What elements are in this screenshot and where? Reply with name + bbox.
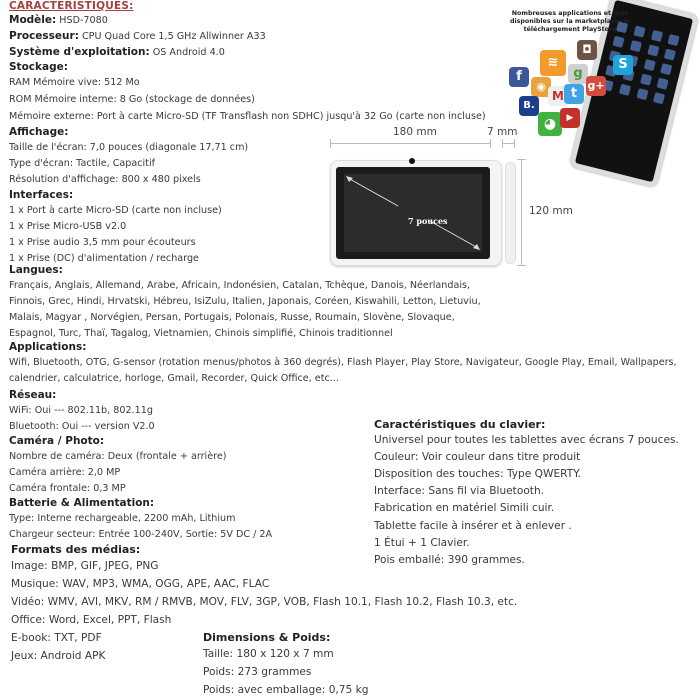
heading-storage: Stockage: xyxy=(9,61,68,73)
heading-languages: Langues: xyxy=(9,264,63,276)
keyboard-line: Pois emballé: 390 grammes. xyxy=(374,554,525,566)
heading-applications: Applications: xyxy=(9,341,87,353)
battery-line: Chargeur secteur: Entrée 100-240V, Sortie: 5V DC / 2A xyxy=(9,529,273,540)
applications-line: calendrier, calculatrice, horloge, Gmail, Recorder, Quick Office, etc... xyxy=(9,373,339,384)
media-line: Image: BMP, GIF, JPEG, PNG xyxy=(11,560,159,572)
display-line: Taille de l'écran: 7,0 pouces (diagonale 17,71 cm) xyxy=(9,142,249,153)
heading-dimensions: Dimensions & Poids: xyxy=(203,631,331,644)
languages-line: Finnois, Grec, Hindi, Hrvatski, Hébreu, IsiZulu, Italien, Japonais, Coréen, Kiswahili, Letton, Lietuviu, xyxy=(9,296,481,307)
width-label: 180 mm xyxy=(393,126,437,138)
heading-battery: Batterie & Alimentation: xyxy=(9,497,155,509)
network-line: Bluetooth: Oui --- version V2.0 xyxy=(9,421,155,432)
spec-os xyxy=(9,46,225,59)
width-dimension-line xyxy=(330,143,490,144)
google-icon: g xyxy=(568,64,588,84)
promo-image xyxy=(494,0,700,172)
google-plus-icon: g+ xyxy=(586,76,606,96)
interface-line: 1 x Prise Micro-USB v2.0 xyxy=(9,221,127,232)
camera-line: Caméra frontale: 0,3 MP xyxy=(9,483,126,494)
languages-line: Malais, Magyar , Norvégien, Persan, Portugais, Polonais, Russe, Roumain, Slovène, Slovaque, xyxy=(9,312,455,323)
heading-camera: Caméra / Photo: xyxy=(9,435,105,447)
media-line: Office: Word, Excel, PPT, Flash xyxy=(11,614,172,626)
keyboard-line: Tablette facile à insérer et à enlever . xyxy=(374,520,572,532)
keyboard-line: Disposition des touches: Type QWERTY. xyxy=(374,468,581,480)
keyboard-line: Fabrication en matériel Simili cuir. xyxy=(374,502,555,514)
skype-icon: S xyxy=(613,55,633,75)
camera-line: Caméra arrière: 2,0 MP xyxy=(9,467,121,478)
storage-line: Mémoire externe: Port à carte Micro-SD (TF Transflash non SDHC) jusqu'à 32 Go (carte non incluse) xyxy=(9,111,486,122)
heading-keyboard: Caractéristiques du clavier: xyxy=(374,418,546,431)
diagonal-label: 7 pouces xyxy=(408,216,448,226)
section-title: CARACTERISTIQUES: xyxy=(9,0,134,12)
interface-line: 1 x Port à carte Micro-SD (carte non incluse) xyxy=(9,205,222,216)
heading-interfaces: Interfaces: xyxy=(9,189,74,201)
dimensions-line: Taille: 180 x 120 x 7 mm xyxy=(203,648,334,660)
keyboard-line: 1 Étui + 1 Clavier. xyxy=(374,537,470,549)
wifi-icon: ≋ xyxy=(540,50,566,76)
interface-line: 1 x Prise audio 3,5 mm pour écouteurs xyxy=(9,237,196,248)
keyboard-line: Interface: Sans fil via Bluetooth. xyxy=(374,485,545,497)
tablet-screen xyxy=(336,167,490,259)
twitter-icon: t xyxy=(564,84,584,104)
dimensions-line: Poids: 273 grammes xyxy=(203,666,312,678)
spec-processor xyxy=(9,30,266,43)
storage-line: RAM Mémoire vive: 512 Mo xyxy=(9,77,140,88)
display-line: Résolution d'affichage: 800 x 480 pixels xyxy=(9,174,201,185)
keyboard-line: Couleur: Voir couleur dans titre produit xyxy=(374,451,581,463)
languages-line: Français, Anglais, Allemand, Arabe, Africain, Indonésien, Catalan, Tchèque, Danois, Néerlandais, xyxy=(9,280,471,291)
spec-value: CPU Quad Core 1,5 GHz Allwinner A33 xyxy=(78,31,266,42)
spec-label: Système d'exploitation: xyxy=(9,46,150,58)
dimension-tick xyxy=(330,139,331,148)
storage-line: ROM Mémoire interne: 8 Go (stockage de données) xyxy=(9,94,255,105)
facebook-icon: f xyxy=(509,67,529,87)
youtube-icon: ▶ xyxy=(560,108,580,128)
spec-value: HSD-7080 xyxy=(56,15,108,26)
media-line: E-book: TXT, PDF xyxy=(11,632,102,644)
instagram-icon: ◘ xyxy=(577,40,597,60)
height-dimension-line xyxy=(521,159,522,265)
spec-value: OS Android 4.0 xyxy=(149,47,225,58)
promo-caption: Nombreuses applications et jeux disponibles sur la marketplace de téléchargement PlayStore xyxy=(510,10,630,33)
heading-media: Formats des médias: xyxy=(11,543,141,556)
heading-display: Affichage: xyxy=(9,126,69,138)
keyboard-line: Universel pour toutes les tablettes avec écrans 7 pouces. xyxy=(374,434,679,446)
booking-icon: B. xyxy=(519,96,539,116)
tablet-side-image xyxy=(505,162,516,264)
spec-label: Processeur: xyxy=(9,30,79,42)
diagonal-arrow-icon xyxy=(344,174,482,252)
applications-line: Wifi, Bluetooth, OTG, G-sensor (rotation menus/photos à 360 degrés), Flash Player, Play Store, Navigateur, Google Play, Email, Wallpapers, xyxy=(9,357,677,368)
media-line: Jeux: Android APK xyxy=(11,650,106,662)
languages-line: Espagnol, Turc, Thaï, Tagalog, Vietnamien, Chinois simplifié, Chinois traditionnel xyxy=(9,328,393,339)
weibo-icon: ◉ xyxy=(531,77,551,97)
camera-dot xyxy=(409,158,415,164)
heading-network: Réseau: xyxy=(9,389,57,401)
dimensions-line: Poids: avec emballage: 0,75 kg xyxy=(203,684,369,696)
spec-label: Modèle: xyxy=(9,14,57,26)
display-line: Type d'écran: Tactile, Capacitif xyxy=(9,158,155,169)
media-line: Musique: WAV, MP3, WMA, OGG, APE, AAC, FLAC xyxy=(11,578,270,590)
spec-model xyxy=(9,14,108,27)
height-label: 120 mm xyxy=(529,205,573,217)
network-line: WiFi: Oui --- 802.11b, 802.11g xyxy=(9,405,153,416)
interface-line: 1 x Prise (DC) d'alimentation / recharge xyxy=(9,253,199,264)
dimension-tick xyxy=(490,139,491,148)
camera-line: Nombre de caméra: Deux (frontale + arrière) xyxy=(9,451,227,462)
dimension-tick xyxy=(517,265,526,266)
depth-label: 7 mm xyxy=(487,126,518,138)
tablet-front-image xyxy=(330,160,502,266)
battery-line: Type: Interne rechargeable, 2200 mAh, Lithium xyxy=(9,513,236,524)
wechat-icon: ◕ xyxy=(538,112,562,136)
media-line: Vidéo: WMV, AVI, MKV, RM / RMVB, MOV, FLV, 3GP, VOB, Flash 10.1, Flash 10.2, Flash 10.3, etc. xyxy=(11,596,518,608)
gmail-icon: M xyxy=(548,86,568,106)
